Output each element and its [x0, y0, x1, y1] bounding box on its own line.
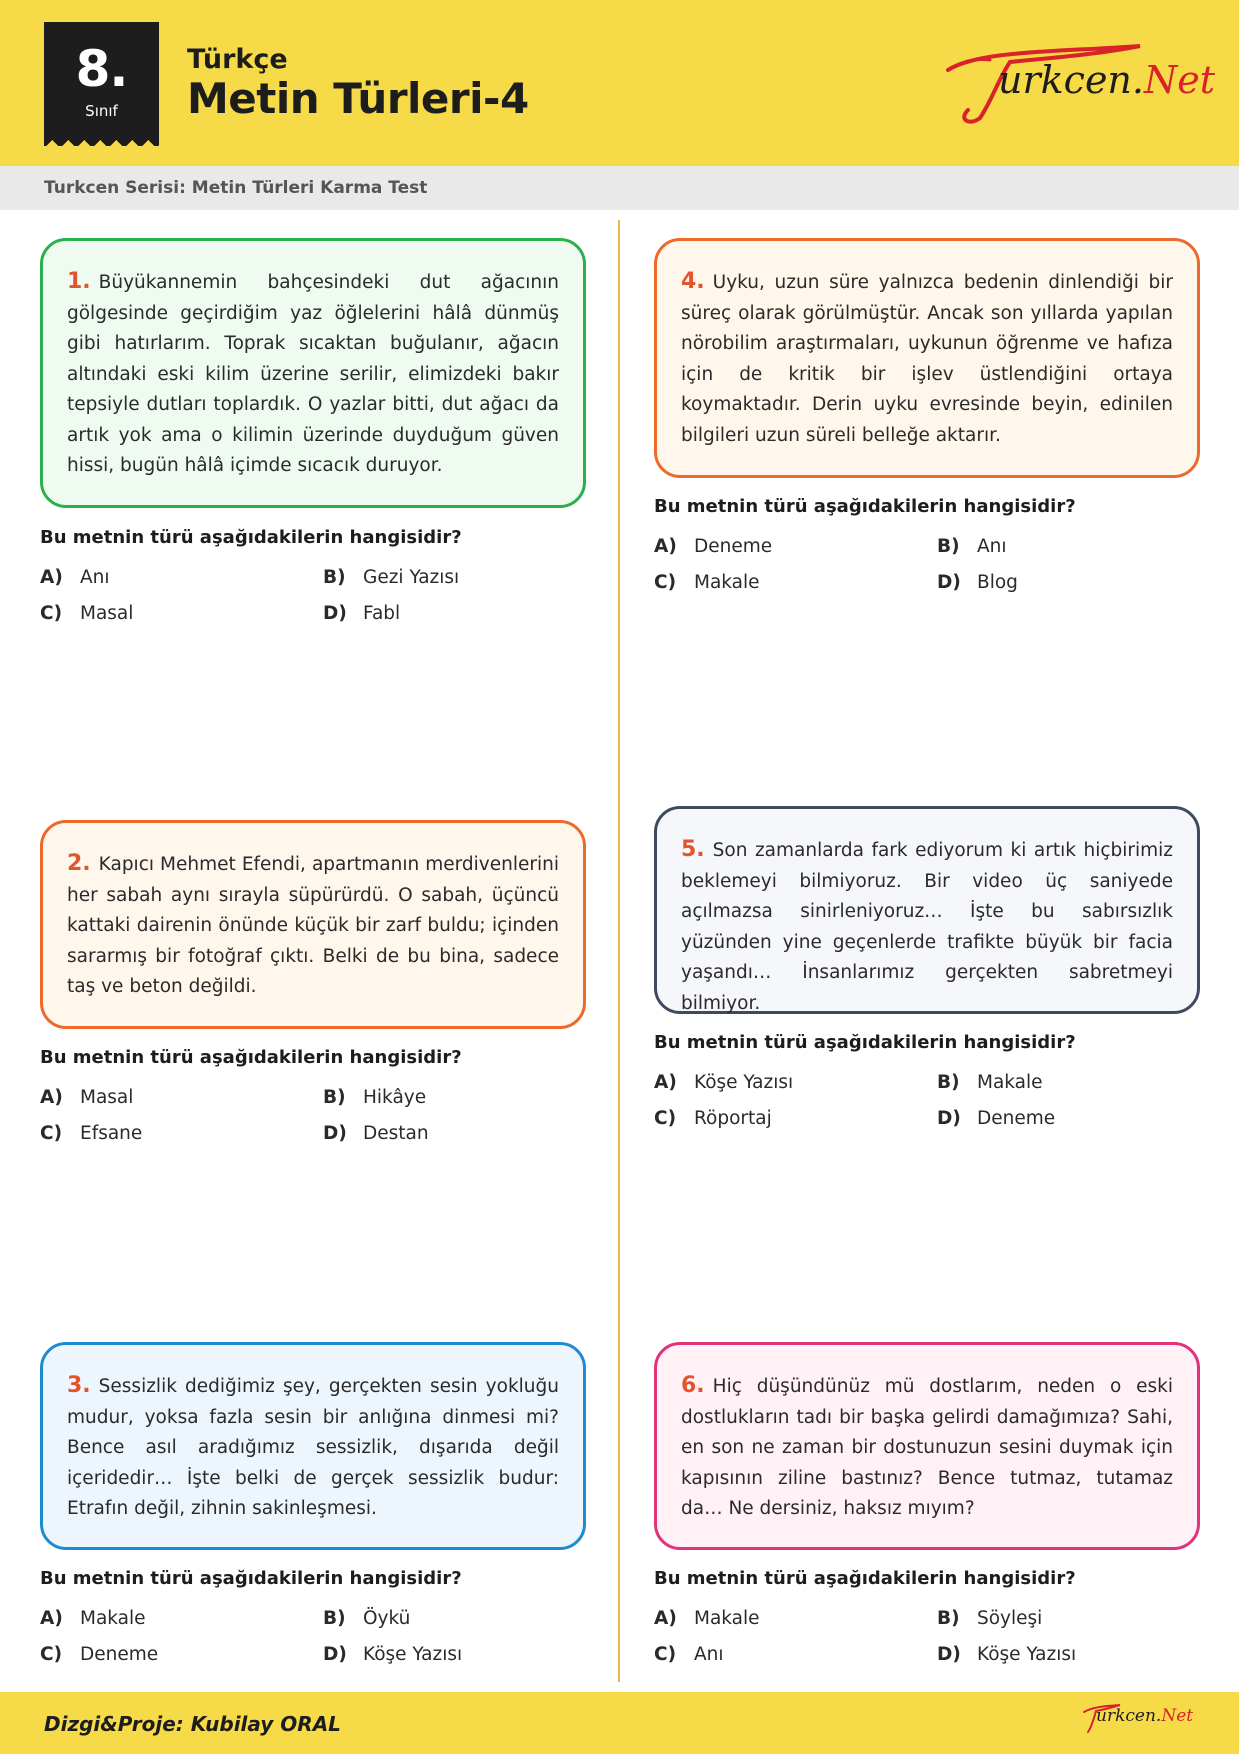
choice-6c[interactable]: C) Anı	[654, 1644, 724, 1665]
subject-name: Türkçe	[187, 44, 288, 75]
choice-6b[interactable]: B) Söyleşi	[937, 1608, 1043, 1629]
question-text: 2. Kapıcı Mehmet Efendi, apartmanın merdivenlerini her sabah aynı sırayla süpürürdü. O sabah, üçüncü kattaki dairenin önünde küçük bir zarf buldu; içinden sararmış bir fotoğraf çıktı. Belki de bu bina, sadece taş ve beton değildi.	[67, 851, 559, 997]
choice-2a[interactable]: A) Masal	[40, 1087, 134, 1108]
question-stem-3: Bu metnin türü aşağıdakilerin hangisidir?	[40, 1568, 462, 1589]
question-card-5	[654, 806, 1200, 1014]
question-stem-1: Bu metnin türü aşağıdakilerin hangisidir?	[40, 527, 462, 548]
question-number: 3.	[67, 1373, 91, 1398]
page-title: Metin Türleri-4	[187, 74, 529, 123]
choice-1c[interactable]: C) Masal	[40, 603, 134, 624]
grade-number: 8.	[75, 40, 128, 98]
logo-text: urkcen.Net	[998, 58, 1216, 102]
question-text: 4. Uyku, uzun süre yalnızca bedenin dinlendiği bir süreç olarak görülmüştür. Ancak son yıllarda yapılan nörobilim araştırmaları, uykunun öğrenme ve hafıza için de kritik bir işlev üstlendiğini ortaya koymaktadır. Derin uyku evresinde beyin, edinilen bilgileri uzun süreli belleğe aktarır.	[681, 269, 1173, 446]
question-card-1	[40, 238, 586, 508]
choice-3d[interactable]: D) Köşe Yazısı	[323, 1644, 463, 1665]
question-text: 5. Son zamanlarda fark ediyorum ki artık hiçbirimiz beklemeyi bilmiyoruz. Bir video üç saniyede açılmazsa sinirleniyoruz… İşte bu sabırsızlık yüzünden yine geçenlerde trafikte büyük bir facia yaşandı… İnsanlarımız gerçekten sabretmeyi bilmiyor.	[681, 837, 1173, 1014]
choice-1b[interactable]: B) Gezi Yazısı	[323, 567, 460, 588]
choice-4a[interactable]: A) Deneme	[654, 536, 773, 557]
choice-3b[interactable]: B) Öykü	[323, 1608, 411, 1629]
choice-5a[interactable]: A) Köşe Yazısı	[654, 1072, 794, 1093]
question-number: 2.	[67, 851, 91, 876]
choice-2b[interactable]: B) Hikâye	[323, 1087, 427, 1108]
question-stem-4: Bu metnin türü aşağıdakilerin hangisidir?	[654, 496, 1076, 517]
column-divider	[618, 220, 620, 1682]
question-stem-2: Bu metnin türü aşağıdakilerin hangisidir?	[40, 1047, 462, 1068]
question-text: 6. Hiç düşündünüz mü dostlarım, neden o eski dostlukların tadı bir başka gelirdi damağımıza? Sahi, en son ne zaman bir dostunuzun sesini duymak için kapısının ziline bastınız? Bence tutmaz, tutamaz da… Ne dersiniz, haksız mıyım?	[681, 1373, 1173, 1519]
grade-badge	[44, 22, 159, 134]
question-text: 1. Büyükannemin bahçesindeki dut ağacının gölgesinde geçirdiğim yaz öğlelerini hâlâ dünmüş gibi hatırlarım. Toprak sıcaktan buğulanır, ağacın altındaki eski kilim üzerine serilir, elimizdeki bakır tepsiyle dutları toplardık. O yazlar bitti, dut ağacı da artık yok ama o kilimin üzerinde duyduğum güven hissi, bugün hâlâ içimde sıcacık duruyor.	[67, 269, 559, 476]
choice-5c[interactable]: C) Röportaj	[654, 1108, 772, 1129]
grade-label: Sınıf	[85, 102, 118, 120]
choice-3c[interactable]: C) Deneme	[40, 1644, 159, 1665]
question-stem-6: Bu metnin türü aşağıdakilerin hangisidir?	[654, 1568, 1076, 1589]
footer-credit: Dizgi&Proje: Kubilay ORAL	[44, 1712, 341, 1736]
choice-4d[interactable]: D) Blog	[937, 572, 1018, 593]
series-banner	[0, 166, 1239, 210]
question-stem-5: Bu metnin türü aşağıdakilerin hangisidir?	[654, 1032, 1076, 1053]
choice-3a[interactable]: A) Makale	[40, 1608, 146, 1629]
page-header	[0, 0, 1239, 166]
choice-1d[interactable]: D) Fabl	[323, 603, 401, 624]
choice-6d[interactable]: D) Köşe Yazısı	[937, 1644, 1077, 1665]
question-card-2	[40, 820, 586, 1029]
page-footer	[0, 1692, 1239, 1754]
choice-5b[interactable]: B) Makale	[937, 1072, 1043, 1093]
choice-2c[interactable]: C) Efsane	[40, 1123, 143, 1144]
choice-4b[interactable]: B) Anı	[937, 536, 1007, 557]
question-number: 1.	[67, 269, 91, 294]
question-card-6	[654, 1342, 1200, 1550]
choice-6a[interactable]: A) Makale	[654, 1608, 760, 1629]
choice-5d[interactable]: D) Deneme	[937, 1108, 1056, 1129]
question-card-4	[654, 238, 1200, 478]
footer-logo[interactable]: urkcen.Net	[1096, 1706, 1194, 1726]
choice-4c[interactable]: C) Makale	[654, 572, 760, 593]
question-number: 5.	[681, 837, 705, 862]
question-text: 3. Sessizlik dediğimiz şey, gerçekten sesin yokluğu mudur, yoksa fazla sesin bir anlığına dinmesi mi? Bence asıl aradığımız sessizlik, dışarıda değil içeridedir… İşte belki de gerçek sessizlik budur: Etrafın değil, zihnin sakinleşmesi.	[67, 1373, 559, 1519]
question-number: 6.	[681, 1373, 705, 1398]
series-title: Turkcen Serisi: Metin Türleri Karma Test	[44, 178, 428, 198]
site-logo[interactable]	[940, 40, 1216, 130]
choice-2d[interactable]: D) Destan	[323, 1123, 429, 1144]
question-card-3	[40, 1342, 586, 1550]
choice-1a[interactable]: A) Anı	[40, 567, 110, 588]
question-number: 4.	[681, 269, 705, 294]
